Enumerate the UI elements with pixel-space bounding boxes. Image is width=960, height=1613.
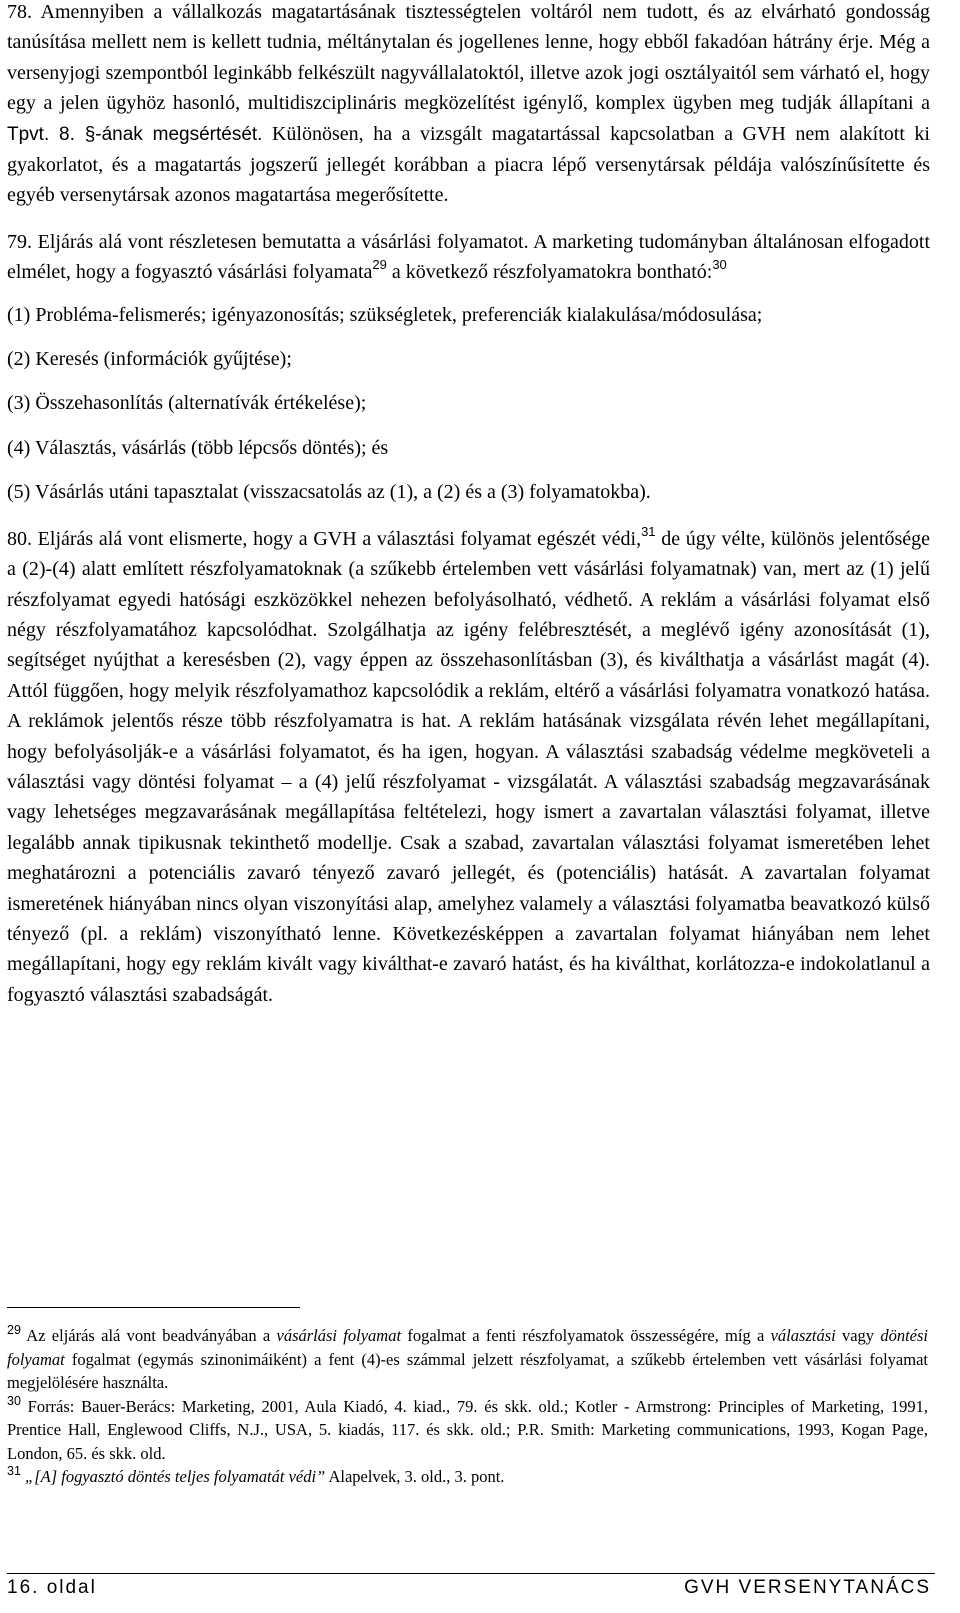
footnote-text: fogalmat (egymás szinonimáiként) a fent (4)-es számmal jelzett részfolyamat, a szűkebb értelemben vett vásárlási folyamat megjelölésére használta. bbox=[7, 1349, 928, 1392]
main-text bbox=[7, 0, 930, 1026]
footnote-31 bbox=[7, 1465, 928, 1489]
page-number: 16. oldal bbox=[7, 1577, 97, 1598]
paragraph-80-text-1: 80. Eljárás alá vont elismerte, hogy a GVH a választási folyamat egészét védi, bbox=[7, 527, 642, 550]
footnotes bbox=[7, 1324, 928, 1489]
footnote-ref-29[interactable]: 29 bbox=[372, 257, 387, 273]
paragraph-79-text-2: a következő részfolyamatokra bontható: bbox=[386, 261, 713, 284]
footnote-number: 30 bbox=[7, 1393, 21, 1408]
list-item: (3) Összehasonlítás (alternatívák értékelése); bbox=[7, 392, 367, 415]
paragraph-80-text-2: de úgy vélte, különös jelentősége a (2)-(4) alatt említett részfolyamatoknak (a szűkebb értelemben vett vásárlási folyamatnak) van, mert az (1) jelű részfolyamat egyedi hatósági eszközökkel nehezen befolyásolható, védhető. A reklám a vásárlási folyamat első négy részfolyamatához kapcsolódhat. Szolgálhatja az igény felébresztését, a meglévő igény azonosítását (1), segítséget nyújthat a keresésben (2), vagy éppen az összehasonlításban (3), és kiválthatja a vásárlást magát (4). Attól függően, hogy melyik részfolyamathoz kapcsolódik a reklám, eltérő a vásárlási folyamatra vonatkozó hatása. A reklámok jelentős része több részfolyamatra is hat. A reklám hatásának vizsgálata révén lehet megállapítani, hogy befolyásolják-e a vásárlási folyamatot, és ha igen, hogyan. A választási szabadság védelme megköveteli a választási vagy döntési folyamat – a (4) jelű részfolyamat - vizsgálatát. A választási szabadság megzavarásának vagy lehetséges megzavarásának megállapítása feltételezi, hogy ismert a zavartalan választási folyamat, illetve legalább annak tipikusnak tekinthető modellje. Csak a szabad, zavartalan választási folyamat ismeretében lehet meghatározni a potenciális zavaró tényező zavaró jellegét, és (potenciális) hatását. A zavartalan folyamat ismeretének hiányában nincs olyan viszonyítási alap, amelyhez valamely a választási folyamatba beavatkozó külső tényező (pl. a reklám) viszonyítható lenne. Következésképpen a zavartalan folyamat hiányában nem lehet megállapítani, hogy egy reklám kivált vagy kiválthat-e zavaró hatást, és ha kiválthat, korlátozza-e indokolatlanul a fogyasztó választási szabadságát. bbox=[7, 527, 931, 1006]
paragraph-79-text-1: 79. Eljárás alá vont részletesen bemutatta a vásárlási folyamatot. A marketing tudományban általánosan elfogadott elmélet, hogy a fogyasztó vásárlási folyamata bbox=[7, 230, 930, 284]
list-item: (1) Probléma-felismerés; igényazonosítás; szükségletek, preferenciák kialakulása/módosulása; bbox=[7, 303, 763, 326]
footnote-29 bbox=[7, 1324, 928, 1395]
footnote-number: 29 bbox=[7, 1323, 21, 1337]
footnote-ref-30[interactable]: 30 bbox=[712, 257, 727, 273]
footnote-text: vagy bbox=[835, 1326, 881, 1345]
footnote-text: fogalmat a fenti részfolyamatok összességére, míg a bbox=[401, 1326, 771, 1345]
footnote-text: Az eljárás alá vont beadványában a bbox=[20, 1326, 277, 1345]
paragraph-79 bbox=[7, 227, 930, 288]
paragraph-80 bbox=[7, 524, 930, 1011]
footnote-number: 31 bbox=[7, 1464, 21, 1478]
footnote-italic-term: döntési folyamat bbox=[7, 1326, 929, 1369]
footnote-text: Forrás: Bauer-Berács: Marketing, 2001, Aula Kiadó, 4. kiad., 79. és skk. old.; Kotler - Armstrong: Principles of Marketing, 1991, Prentice Hall, Englewood Cliffs, N.J., USA, 5. kiadás, 117. és skk. old.; P.R. Smith: Marketing communications, 1993, Kogan Page, London, 65. és skk. old. bbox=[7, 1396, 928, 1463]
footnote-text: Alapelvek, 3. old., 3. pont. bbox=[325, 1467, 505, 1486]
list-item: (5) Vásárlás utáni tapasztalat (visszacsatolás az (1), a (2) és a (3) folyamatokba). bbox=[7, 481, 651, 504]
statute-reference: Tpvt. 8. §-ának megsértését. bbox=[7, 123, 263, 145]
paragraph-78-text-2: Különösen, ha a vizsgált magatartással kapcsolatban a GVH nem alakított ki gyakorlatot, és a magatartás jogszerű jellegét korábban a piacra lépő versenytársak példája valószínűsítette és egyéb versenytársak azonos magatartása megerősítette. bbox=[7, 122, 930, 207]
page-footer bbox=[7, 1577, 931, 1599]
footnote-divider bbox=[7, 1307, 300, 1308]
list-item: (4) Választás, vásárlás (több lépcsős döntés); és bbox=[7, 436, 389, 459]
footnote-quote: „[A] fogyasztó döntés teljes folyamatát védi” bbox=[20, 1467, 326, 1486]
footer-organization: GVH VERSENYTANÁCS bbox=[684, 1577, 931, 1598]
footnote-30 bbox=[7, 1395, 928, 1466]
footnote-ref-31[interactable]: 31 bbox=[641, 523, 656, 539]
footnote-italic-term: választási bbox=[770, 1326, 836, 1345]
footnote-italic-term: vásárlási folyamat bbox=[276, 1326, 402, 1345]
list-item: (2) Keresés (információk gyűjtése); bbox=[7, 348, 292, 371]
footer-divider bbox=[7, 1573, 935, 1574]
paragraph-78 bbox=[7, 0, 930, 211]
paragraph-78-text-1: 78. Amennyiben a vállalkozás magatartásának tisztességtelen voltáról nem tudott, és az elvárható gondosság tanúsítása mellett nem is kellett tudnia, méltánytalan és jogellenes lenne, hogy ebből fakadóan hátrány érje. Még a versenyjogi szempontból leginkább felkészült nagyvállalatoktól, illetve azok jogi osztályaitól sem várható el, hogy egy a jelen ügyhöz hasonló, multidiszciplináris megközelítést igénylő, komplex ügyben meg tudják állapítani a bbox=[7, 1, 930, 115]
process-list bbox=[7, 300, 930, 508]
